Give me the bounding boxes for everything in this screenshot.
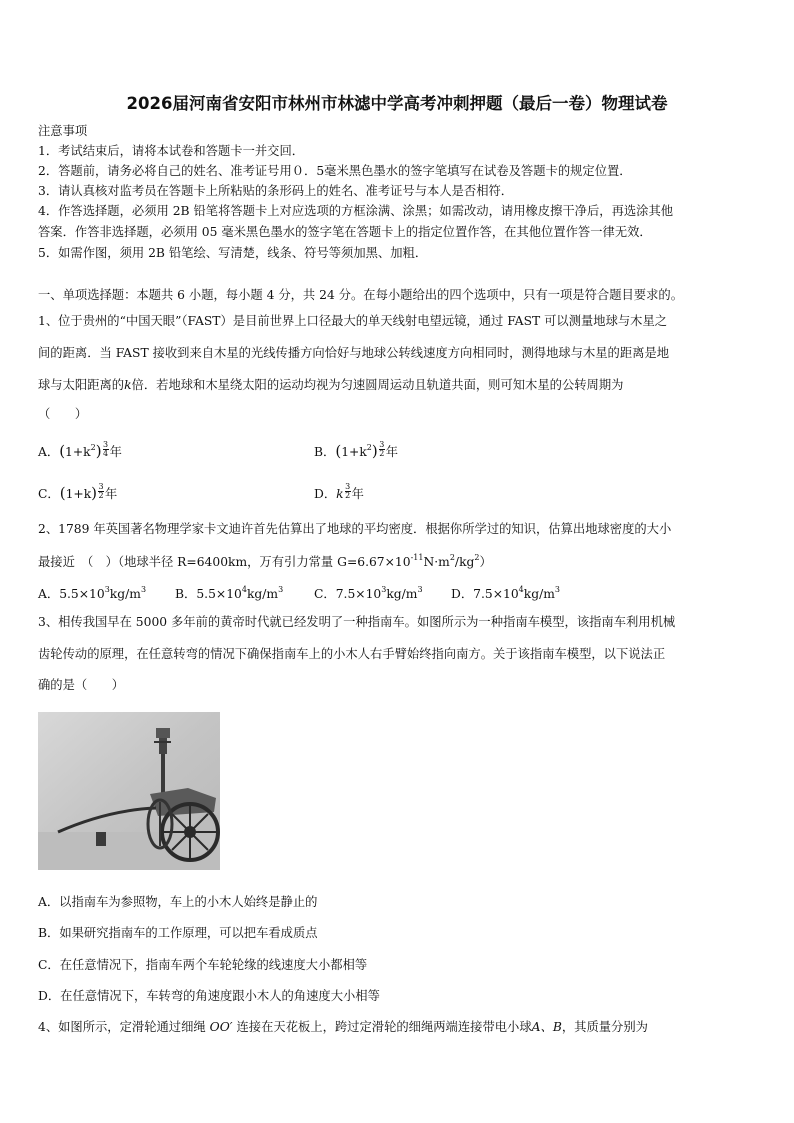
south-pointing-chariot-photo (38, 712, 220, 870)
notice-item: 3．请认真核对监考员在答题卡上所粘贴的条形码上的姓名、准考证号与本人是否相符． (38, 184, 514, 198)
q2-option-a[interactable]: A．$5.5\times 10^3kg/m^3$ (38, 585, 147, 601)
question-1-text: 球与太阳距离的k倍．若地球和木星绕太阳的运动均视为匀速圆周运动且轨道共面，则可知木星的公转周期为 (38, 378, 624, 392)
question-3-text: 3、相传我国早在 5000 多年前的黄帝时代就已经发明了一种指南车。如图所示为一种指南车模型，该指南车利用机械 (38, 615, 676, 629)
question-3-text: 齿轮传动的原理，在任意转弯的情况下确保指南车上的小木人右手臂始终指向南方。关于该指南车模型，以下说法正 (38, 647, 666, 661)
q1-option-b[interactable]: B．$(1+k^2)$ $^{\frac{3}{2}}$ 年 (314, 440, 399, 460)
q1-option-a[interactable]: A．$(1+k^2)$ $^{\frac{3}{4}}$ 年 (38, 440, 122, 460)
q2-option-b[interactable]: B．$5.5\times 10^4kg/m^3$ (175, 585, 284, 601)
question-1-text: 间的距离．当 FAST 接收到来自木星的光线传播方向恰好与地球公转线速度方向相同时，测得地球与木星的距离是地 (38, 346, 670, 360)
question-3-text: 确的是（ ） (38, 678, 125, 692)
section-heading: 一、单项选择题：本题共 6 小题，每小题 4 分，共 24 分。在每小题给出的四个选项中，只有一项是符合题目要求的。 (38, 288, 683, 302)
question-4-text: 4、如图所示，定滑轮通过细绳 OO′ 连接在天花板上，跨过定滑轮的细绳两端连接带电小球A、B，其质量分别为 (38, 1020, 648, 1034)
page-title: 2026届河南省安阳市林州市林滤中学高考冲刺押题（最后一卷）物理试卷 (126, 94, 668, 113)
question-1-text: 1、位于贵州的“中国天眼”（FAST）是目前世界上口径最大的单天线射电望远镜，通过 FAST 可以测量地球与木星之 (38, 314, 668, 328)
q2-option-d[interactable]: D．$7.5\times 10^4kg/m^3$ (451, 585, 560, 601)
answer-blank: （ ） (38, 407, 88, 421)
q1-option-d[interactable]: D．k $^{\frac{3}{2}}$ 年 (314, 482, 364, 501)
notice-item: 5．如需作图，须用 2B 铅笔绘、写清楚，线条、符号等须加黑、加粗． (38, 246, 428, 260)
question-2-text: 2、1789 年英国著名物理学家卡文迪许首先估算出了地球的平均密度．根据你所学过的知识，估算出地球密度的大小 (38, 522, 672, 536)
question-2-text: 最接近 （ ）（地球半径 R=6400km，万有引力常量 $G=6.67\times 10^{-11}N\cdot m^2/kg^2$） (38, 553, 492, 569)
notice-item: 1．考试结束后，请将本试卷和答题卡一并交回． (38, 144, 305, 158)
q1-option-c[interactable]: C．(1+k) $^{\frac{3}{2}}$ 年 (38, 482, 118, 502)
notice-item: 2．答题前，请务必将自己的姓名、准考证号用０．5毫米黑色墨水的签字笔填写在试卷及答题卡的规定位置． (38, 164, 632, 178)
q3-option-c[interactable]: C．在任意情况下，指南车两个车轮轮缘的线速度大小都相等 (38, 958, 368, 972)
notice-heading: 注意事项 (38, 124, 88, 138)
q3-option-a[interactable]: A．以指南车为参照物，车上的小木人始终是静止的 (38, 895, 318, 909)
notice-item: 4．作答选择题，必须用 2B 铅笔将答题卡上对应选项的方框涂满、涂黑；如需改动，请用橡皮擦干净后，再选涂其他 (38, 204, 674, 218)
notice-item: 答案．作答非选择题，必须用 05 毫米黑色墨水的签字笔在答题卡上的指定位置作答，在其他位置作答一律无效． (38, 225, 652, 239)
q3-option-d[interactable]: D．在任意情况下，车转弯的角速度跟小木人的角速度大小相等 (38, 989, 380, 1003)
q3-option-b[interactable]: B．如果研究指南车的工作原理，可以把车看成质点 (38, 926, 318, 940)
q2-option-c[interactable]: C．$7.5\times 10^3kg/m^3$ (314, 585, 423, 601)
